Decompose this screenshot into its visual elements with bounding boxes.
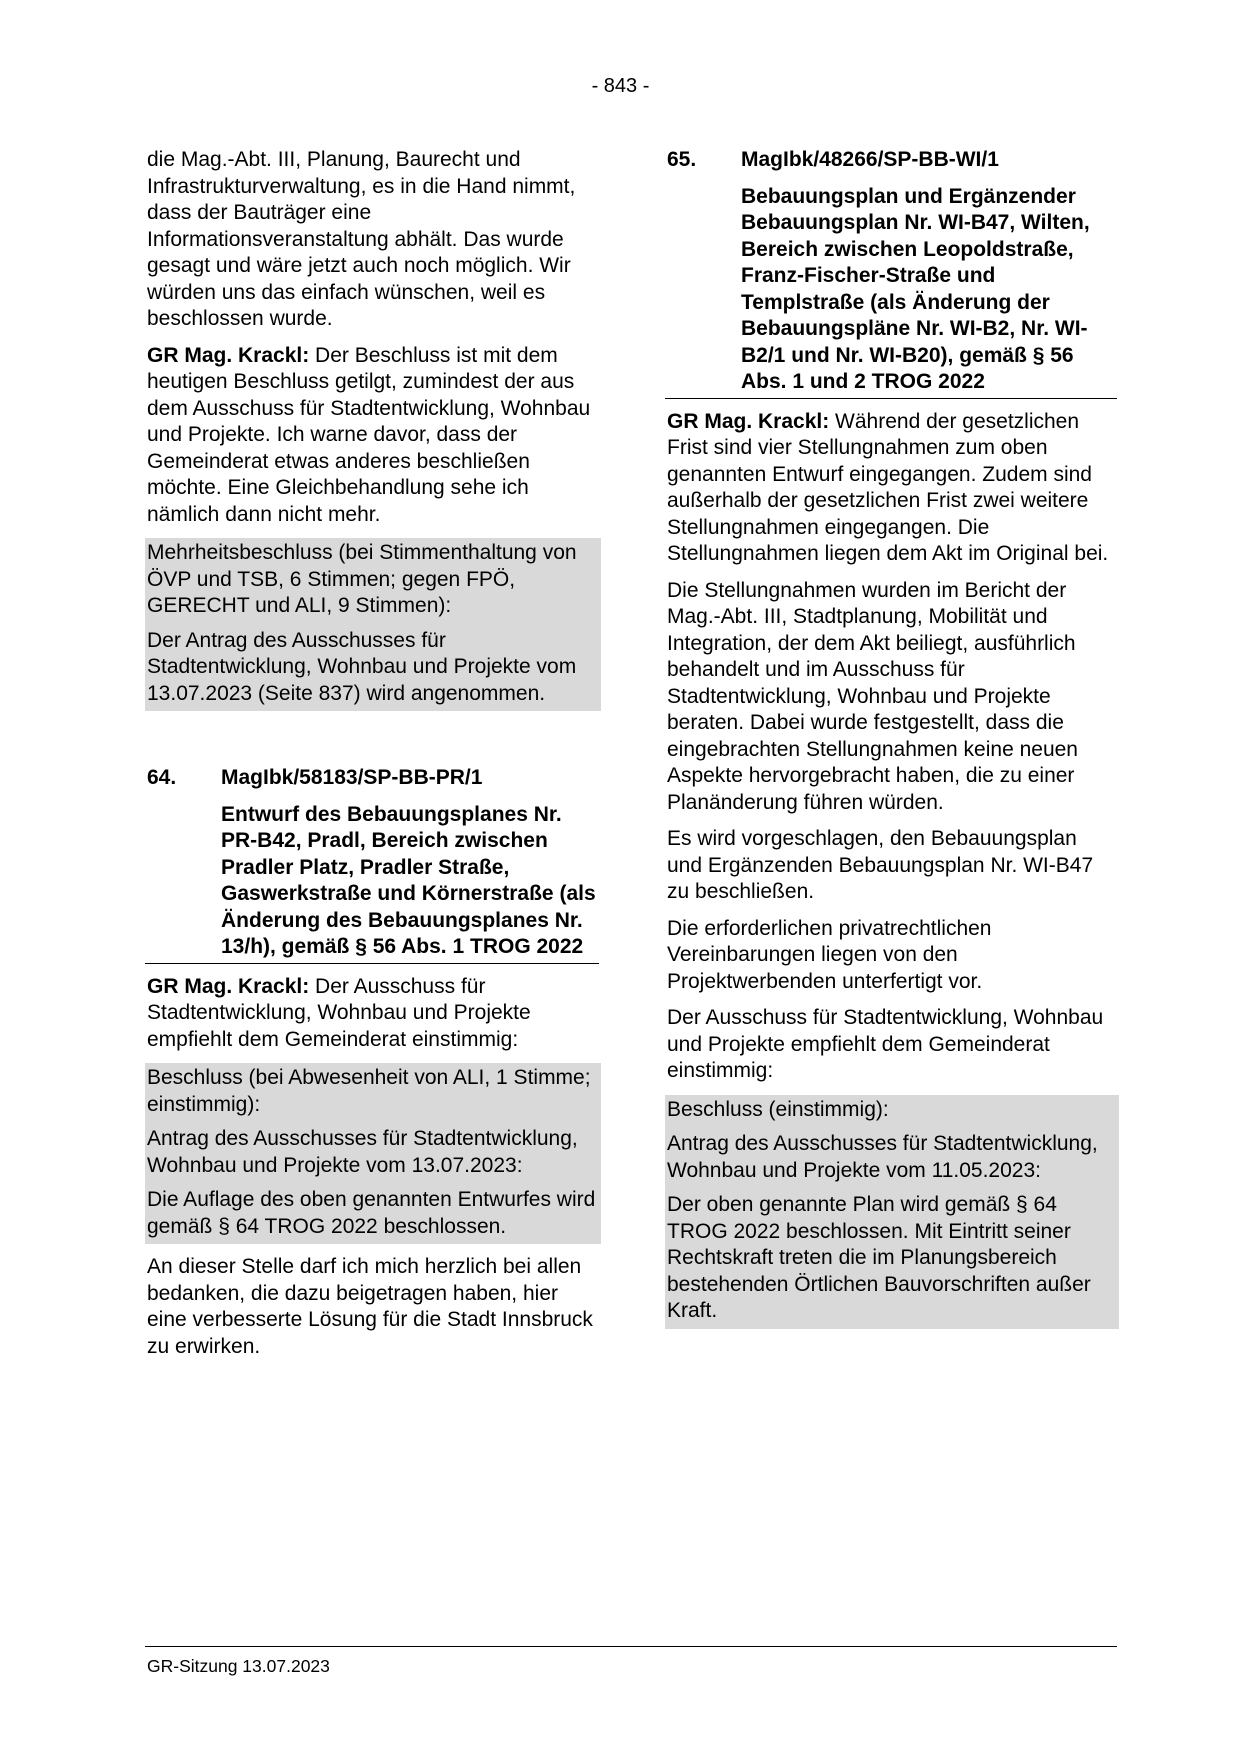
paragraph: Der Ausschuss für Stadtentwicklung, Wohnbau und Projekte empfiehlt dem Gemeinderat einstimmig:	[667, 1006, 1104, 1082]
footer-divider	[145, 1646, 1117, 1647]
motion-text: Antrag des Ausschusses für Stadtentwicklung, Wohnbau und Projekte vom 11.05.2023:	[667, 1132, 1098, 1182]
speaker-paragraph	[147, 974, 597, 1054]
agenda-item-title: Entwurf des Bebauungsplanes Nr. PR-B42, Pradl, Bereich zwischen Pradler Platz, Pradler Straße, Gaswerkstraße und Körnerstraße (als Änderung des Bebauungsplanes Nr. 13/h), gemäß § 56 Abs. 1 TROG 2022	[221, 802, 596, 958]
agenda-item-number: 65.	[667, 148, 697, 171]
speaker-name: GR Mag. Krackl:	[147, 343, 310, 367]
speaker-name: GR Mag. Krackl:	[147, 974, 310, 998]
vote-result: Beschluss (einstimmig):	[667, 1097, 889, 1121]
paragraph: die Mag.-Abt. III, Planung, Baurecht und Infrastrukturverwaltung, es in die Hand nimmt, dass der Bauträger eine Informationsveranstaltung abhält. Das wurde gesagt und wäre jetzt auch noch möglich. Wir würden uns das einfach wünschen, weil es beschlossen wurde.	[147, 148, 576, 330]
vote-result: Beschluss (bei Abwesenheit von ALI, 1 Stimme; einstimmig):	[147, 1066, 591, 1116]
resolution-text: Die Auflage des oben genannten Entwurfes wird gemäß § 64 TROG 2022 beschlossen.	[147, 1188, 596, 1238]
vote-result: Mehrheitsbeschluss (bei Stimmenthaltung von ÖVP und TSB, 6 Stimmen; gegen FPÖ, GERECHT und ALI, 9 Stimmen):	[147, 541, 577, 617]
agenda-item-title: Bebauungsplan und Ergänzender Bebauungsplan Nr. WI-B47, Wilten, Bereich zwischen Leopoldstraße, Franz-Fischer-Straße und Templstraße (als Änderung der Bebauungspläne Nr. WI-B2, Nr. WI-B2/1 und Nr. WI-B20), gemäß § 56 Abs. 1 und 2 TROG 2022	[741, 184, 1090, 393]
resolution-block	[665, 1095, 1119, 1329]
agenda-item-reference: MagIbk/58183/SP-BB-PR/1	[221, 766, 483, 789]
agenda-item-header	[147, 765, 597, 792]
speech-text: Der Beschluss ist mit dem heutigen Beschluss getilgt, zumindest der aus dem Ausschuss für Stadtentwicklung, Wohnbau und Projekte. Ich warne davor, dass der Gemeinderat etwas anderes beschließen möchte. Eine Gleichbehandlung sehe ich nämlich dann nicht mehr.	[147, 343, 591, 526]
divider	[145, 963, 599, 964]
speech-text: Während der gesetzlichen Frist sind vier Stellungnahmen zum oben genannten Entwurf eingegangen. Zudem sind außerhalb der gesetzlichen Frist zwei weitere Stellungnahmen eingegangen. Die Stellungnahmen liegen dem Akt im Original bei.	[667, 409, 1109, 565]
speech-text: Der Ausschuss für Stadtentwicklung, Wohnbau und Projekte empfiehlt dem Gemeinderat einstimmig:	[147, 974, 531, 1051]
right-column	[667, 147, 1115, 1339]
speaker-paragraph	[667, 409, 1115, 568]
page-number: - 843 -	[591, 75, 650, 97]
resolution-block	[145, 538, 601, 711]
resolution-text: Der Antrag des Ausschusses für Stadtentwicklung, Wohnbau und Projekte vom 13.07.2023 (Seite 837) wird angenommen.	[147, 628, 577, 705]
resolution-text: Der oben genannte Plan wird gemäß § 64 TROG 2022 beschlossen. Mit Eintritt seiner Rechtskraft treten die im Planungsbereich bestehenden Örtlichen Bauvorschriften außer Kraft.	[667, 1193, 1091, 1322]
divider	[665, 398, 1117, 399]
paragraph: Die erforderlichen privatrechtlichen Vereinbarungen liegen von den Projektwerbenden unterfertigt vor.	[667, 916, 992, 993]
motion-text: Antrag des Ausschusses für Stadtentwicklung, Wohnbau und Projekte vom 13.07.2023:	[147, 1127, 578, 1177]
paragraph: An dieser Stelle darf ich mich herzlich bei allen bedanken, die dazu beigetragen haben, hier eine verbesserte Lösung für die Stadt Innsbruck zu erwirken.	[147, 1255, 593, 1358]
resolution-block	[145, 1063, 601, 1244]
speaker-paragraph	[147, 343, 597, 529]
paragraph: Die Stellungnahmen wurden im Bericht der Mag.-Abt. III, Stadtplanung, Mobilität und Integration, der dem Akt beiliegt, ausführlich behandelt und im Ausschuss für Stadtentwicklung, Wohnbau und Projekte beraten. Dabei wurde festgestellt, dass die eingebrachten Stellungnahmen keine neuen Aspekte hervorgebracht haben, die zu einer Planänderung führen würden.	[667, 578, 1078, 814]
agenda-item-number: 64.	[147, 766, 177, 789]
speaker-name: GR Mag. Krackl:	[667, 409, 830, 433]
agenda-item-header	[667, 147, 1115, 174]
left-column	[147, 147, 597, 1370]
footer-session-date: GR-Sitzung 13.07.2023	[147, 1656, 330, 1676]
paragraph: Es wird vorgeschlagen, den Bebauungsplan und Ergänzenden Bebauungsplan Nr. WI-B47 zu beschließen.	[667, 827, 1094, 903]
agenda-item-reference: MagIbk/48266/SP-BB-WI/1	[741, 148, 999, 171]
